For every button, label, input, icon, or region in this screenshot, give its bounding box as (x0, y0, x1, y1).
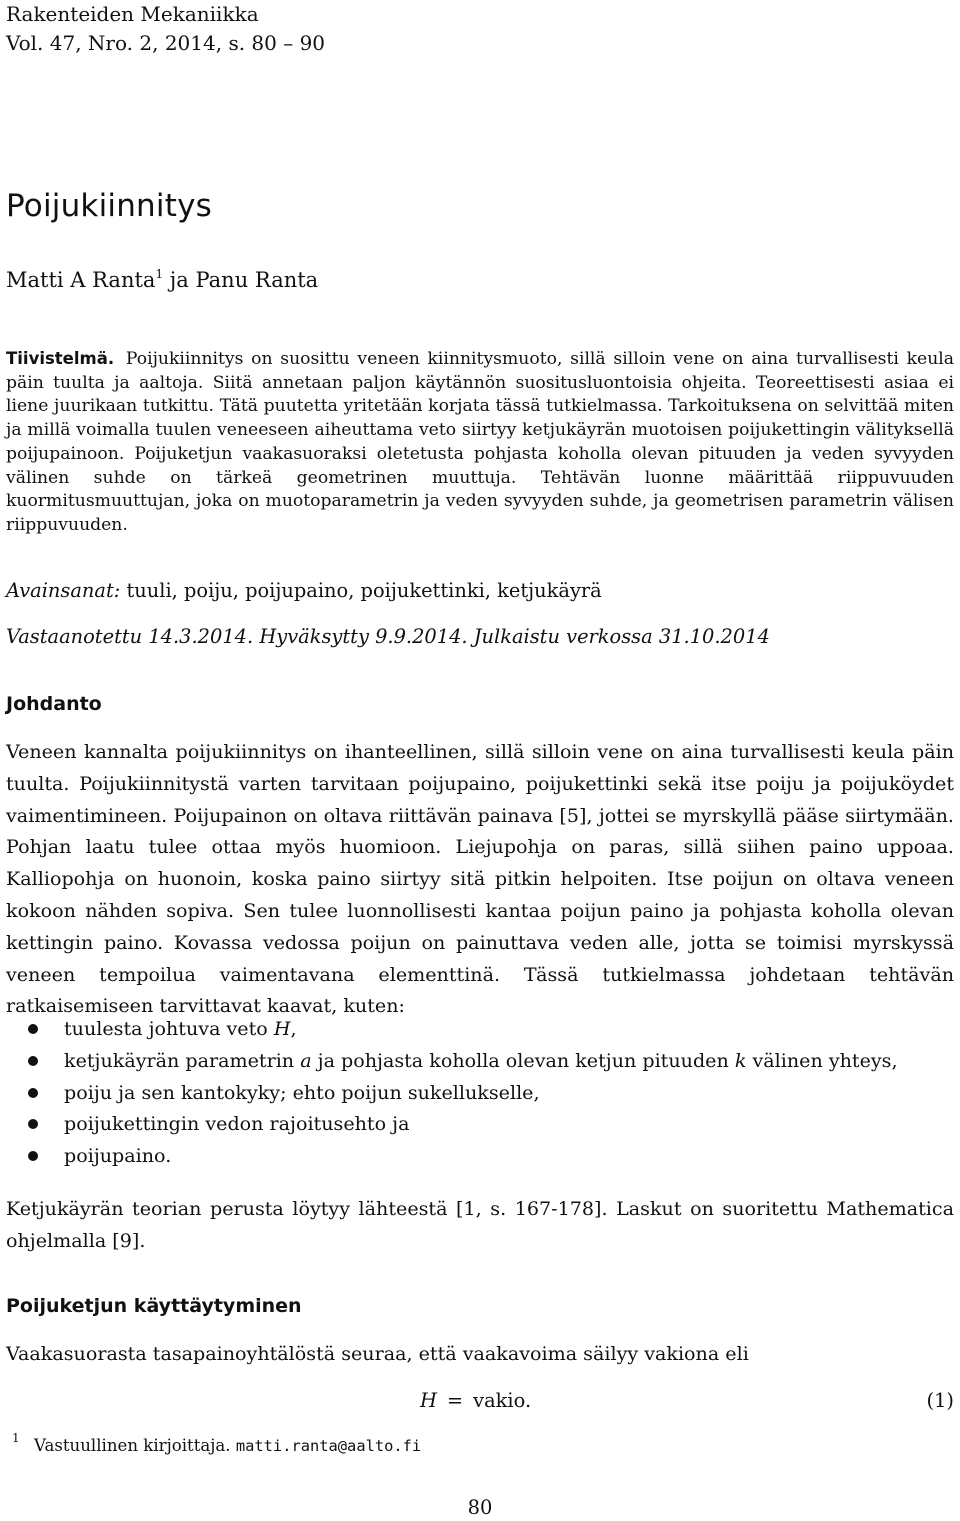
footnote-marker: 1 (12, 1431, 20, 1445)
equation-variable: H (420, 1389, 437, 1412)
equation-number: (1) (926, 1389, 954, 1412)
author-name: Matti A Ranta (6, 268, 156, 292)
bullet-icon (28, 1151, 38, 1161)
list-item (6, 1077, 954, 1109)
list-item-text: , (290, 1017, 297, 1040)
publication-dates: Vastaanotettu 14.3.2014. Hyväksytty 9.9.2014. Julkaistu verkossa 31.10.2014 (6, 625, 770, 648)
list-item-text: ketjukäyrän parametrin (64, 1048, 301, 1072)
footnote (12, 1431, 422, 1458)
paper-title: Poijukiinnitys (6, 188, 212, 224)
keywords (6, 576, 602, 606)
author-list (6, 265, 318, 295)
list-item (6, 1108, 954, 1140)
theory-paragraph: Ketjukäyrän teorian perusta löytyy lähteestä [1, s. 167-178]. Laskut on suoritettu Mathematica ohjelmalla [9]. (6, 1197, 954, 1252)
bullet-icon (28, 1056, 38, 1066)
list-item (6, 1045, 954, 1077)
list-item-text: poiju ja sen kantokyky; ehto poijun sukellukselle, (64, 1080, 540, 1104)
abstract-label: Tiivistelmä. (6, 349, 115, 368)
abstract (6, 347, 954, 538)
list-item-variable: k (734, 1048, 747, 1072)
footnote-email[interactable]: matti.ranta@aalto.fi (235, 1437, 422, 1455)
intro-paragraph: Veneen kannalta poijukiinnitys on ihanteellinen, sillä silloin vene on aina turvallisesti keula päin tuulta. Poijukiinnitystä varten tarvitaan poijupaino, poijukettinki sekä itse poiju ja poijuköydet vaimentimineen. Poijupainon on oltava riittävän painava [5], jottei se myrskyllä pääse siirtymään. Pohjan laatu tulee ottaa myös huomioon. Liejupohja on paras, sillä siihen paino uppoaa. Kalliopohja on huonoin, koska paino siirtyy sitä pitkin helpoiten. Itse poijun on oltava veneen kokoon nähden sopiva. Sen tulee luonnollisesti kantaa poijun paino ja pohjasta koholla olevan kettingin paino. Kovassa vedossa poijun on painuttava veden alle, jotta se toimisi myrskyssä veneen tempoilua vaimentavana elementtinä. Tässä tutkielmassa johdetaan tehtävän ratkaisemiseen tarvittavat kaavat, kuten: (6, 740, 954, 1018)
keywords-label: Avainsanat: (6, 579, 121, 602)
list-item-variable: a (300, 1048, 312, 1072)
behavior-paragraph: Vaakasuorasta tasapainoyhtälöstä seuraa, että vaakavoima säilyy vakiona eli (6, 1342, 749, 1365)
section-heading-poijuketju: Poijuketjun käyttäytyminen (6, 1295, 302, 1317)
section-heading-johdanto: Johdanto (6, 693, 102, 715)
author-connector: ja (163, 268, 196, 292)
list-item-text: ja pohjasta koholla olevan ketjun pituuden (311, 1048, 735, 1072)
list-item-text: tuulesta johtuva veto (64, 1017, 274, 1040)
list-item-text: poijukettingin vedon rajoitusehto ja (64, 1112, 410, 1136)
footnote-marker: 1 (155, 267, 164, 281)
equation-value: vakio. (473, 1389, 532, 1412)
page-number: 80 (467, 1496, 493, 1519)
formula-list (6, 1013, 954, 1172)
journal-volume-info: Vol. 47, Nro. 2, 2014, s. 80 – 90 (6, 31, 326, 55)
equation (420, 1386, 531, 1416)
keywords-text: tuuli, poiju, poijupaino, poijukettinki, ketjukäyrä (120, 579, 602, 602)
equation-equals: = (446, 1389, 464, 1412)
bullet-icon (28, 1119, 38, 1129)
journal-name: Rakenteiden Mekaniikka (6, 2, 259, 26)
bullet-icon (28, 1024, 38, 1034)
list-item (6, 1140, 954, 1172)
abstract-text: Poijukiinnitys on suosittu veneen kiinnitysmuoto, sillä silloin vene on aina turvallisesti keula päin tuulta ja aaltoja. Siitä annetaan paljon käytännön suositusluontoisia ohjeita. Teoreettisesti asiaa ei liene juurikaan tutkittu. Tätä puutetta yritetään korjata tässä tutkielmassa. Tarkoituksena on selvittää miten ja millä voimalla tuulen veneeseen aiheuttama veto siirtyy ketjukäyrän muotoisen poijukettingin välityksellä poijupainoon. Poijuketjun vaakasuoraksi oletetusta pohjasta koholla olevan pituuden ja veden syvyyden välinen suhde on tärkeä geometrinen muuttuja. Tehtävän luonne määrittää riippuvuuden kuormitusmuuttujan, joka on muotoparametrin ja veden syvyyden suhde, ja geometrisen parametrin välisen riippuvuuden. (6, 349, 955, 535)
list-item-text: välinen yhteys, (746, 1048, 898, 1072)
list-item-variable: H (273, 1017, 291, 1040)
journal-header (6, 0, 325, 58)
list-item-text: poijupaino. (64, 1144, 172, 1168)
bullet-icon (28, 1088, 38, 1098)
author-name: Panu Ranta (195, 268, 319, 292)
footnote-text: Vastuullinen kirjoittaja. (34, 1436, 236, 1455)
list-item (6, 1013, 954, 1045)
